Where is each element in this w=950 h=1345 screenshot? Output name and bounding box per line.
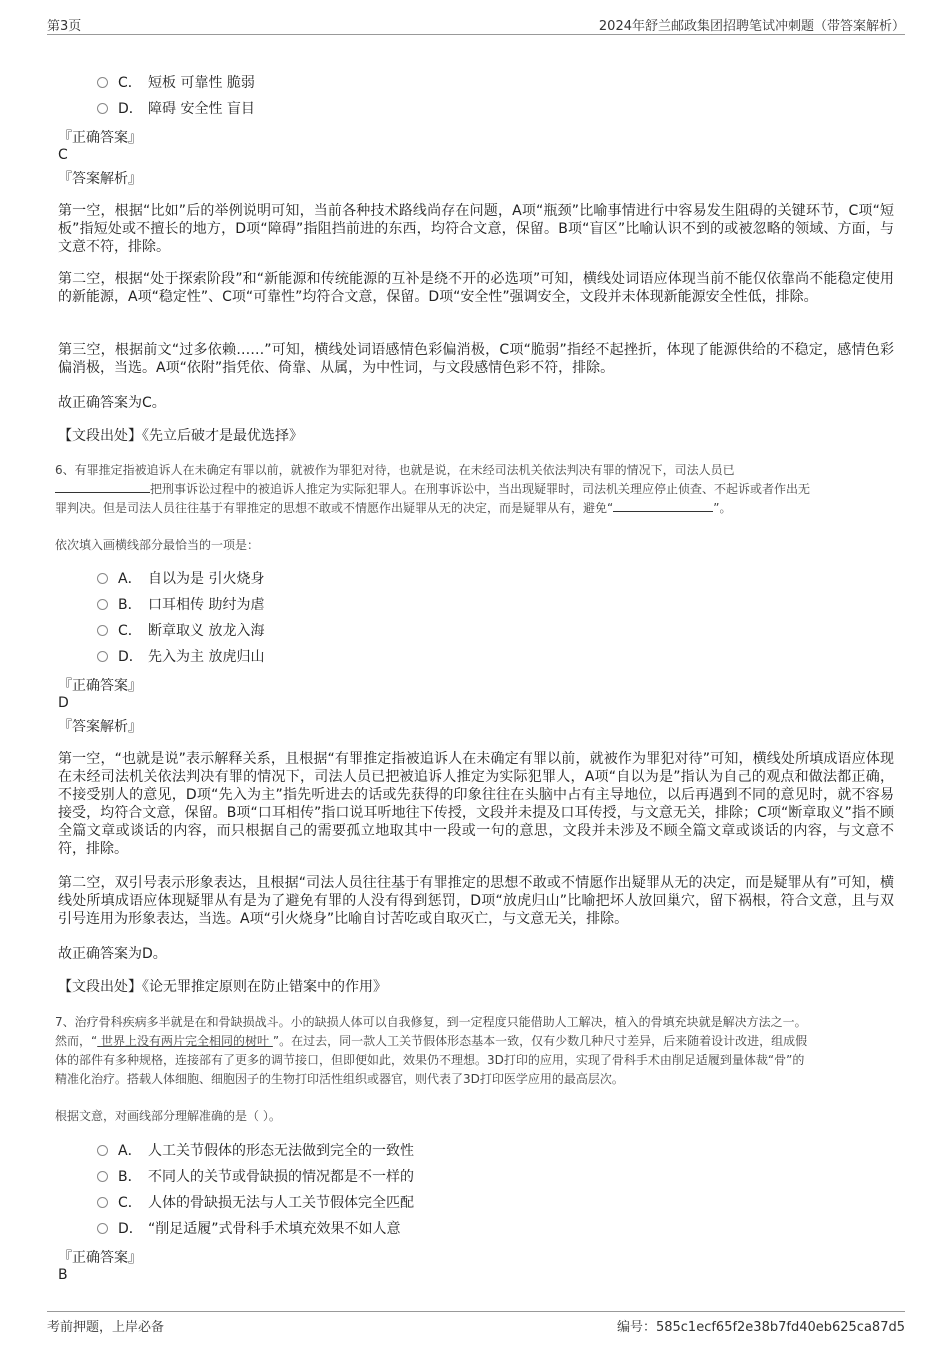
footer-slogan: 考前押题，上岸必备 (47, 1320, 165, 1335)
analysis-label: 『答案解析』 (58, 171, 142, 187)
radio-icon[interactable] (97, 103, 108, 114)
q5-option-d[interactable]: D． 障碍 安全性 盲目 (97, 99, 255, 119)
q6-stem: 6、有罪推定指被追诉人在未确定有罪以前，就被作为罪犯对待，也就是说，在未经司法机关依法判决有罪的情况下，司法人员已 把刑事诉讼过程中的被追诉人推定为实际犯罪人。在刑事诉讼中，当出现疑罪时，司法机关理应停止侦查、不起诉或者作出无 罪判决。但是司法人员往往基于有罪推定的思想不敢或不情愿作出疑罪从无的决定，而是疑罪从有，避免“ ”。 (55, 463, 811, 515)
underlined-phrase: 世界上没有两片完全相同的树叶 (97, 1034, 273, 1048)
page-header (47, 12, 905, 35)
fill-blank (613, 499, 713, 512)
q6-option-a[interactable]: A． 自以为是 引火烧身 (97, 569, 264, 589)
q7-stem: 7、治疗骨科疾病多半就是在和骨缺损战斗。小的缺损人体可以自我修复，到一定程度只能借助人工解决，植入的骨填充块就是解决方法之一。 然而，“ 世界上没有两片完全相同的树叶 ”。在过去，同一款人工关节假体形态基本一致，仅有少数几种尺寸差异，后来随着设计改进，组成假 体的部件有多种规格，连接部有了更多的调节接口，但即便如此，效果仍不理想。3D打印的应用，实现了骨科手术由削足适履到量体裁“骨”的 精准化治疗。搭载人体细胞、细胞因子的生物打印活性组织或器官，则代表了3D打印医学应用的最高层次。 (55, 1015, 808, 1086)
document-code: 编号：585c1ecf65f2e38b7fd40eb625ca87d5 (616, 1320, 905, 1335)
answer-label: 『正确答案』 (58, 1250, 142, 1266)
radio-icon[interactable] (97, 599, 108, 610)
radio-icon[interactable] (97, 1197, 108, 1208)
q5-analysis-1: 第一空，根据“比如”后的举例说明可知，当前各种技术路线尚存在问题，A项“瓶颈”比喻事情进行中容易发生阻碍的关键环节，C项“短板”指短处或不擅长的地方，D项“障碍”指阻挡前进的东西，均符合文意，保留。B项“盲区”比喻认识不到的或被忽略的领域、方面，与文意不符，排除。 (58, 203, 894, 255)
page-footer (47, 1311, 905, 1338)
q5-analysis-3: 第三空，根据前文“过多依赖……”可知，横线处词语感情色彩偏消极，C项“脆弱”指经不起挫折，体现了能源供给的不稳定，感情色彩偏消极，当选。A项“依附”指凭依、倚靠、从属，为中性词，与文段感情色彩不符，排除。 (58, 342, 894, 376)
q6-prompt: 依次填入画横线部分最恰当的一项是： (55, 538, 260, 552)
radio-icon[interactable] (97, 77, 108, 88)
analysis-label: 『答案解析』 (58, 719, 142, 735)
answer-label: 『正确答案』 (58, 678, 142, 694)
q6-source: 【文段出处】《论无罪推定原则在防止错案中的作用》 (58, 979, 387, 995)
q6-analysis-1: 第一空，“也就是说”表示解释关系，且根据“有罪推定指被追诉人在未确定有罪以前，就被作为罪犯对待”可知，横线处所填成语应体现在未经司法机关依法判决有罪的情况下，司法人员已把被追诉人推定为实际犯罪人，A项“自以为是”指认为自己的观点和做法都正确，不接受别人的意见，D项“先入为主”指先听进去的话或先获得的印象往往在头脑中占有主导地位，以后再遇到不同的意见时，就不容易接受，均符合文意，保留。B项“口耳相传”指口说耳听地往下传授，文段并未提及口耳传授，与文意无关，排除；C项“断章取义”指不顾全篇文章或谈话的内容，而只根据自己的需要孤立地取其中一段或一句的意思，文段并未涉及不顾全篇文章或谈话的内容，与文意不符，排除。 (58, 751, 894, 857)
q7-answer: B (58, 1267, 68, 1283)
page-number: 第3页 (47, 19, 82, 34)
q5-option-c[interactable]: C． 短板 可靠性 脆弱 (97, 73, 255, 93)
q7-prompt: 根据文意，对画线部分理解准确的是（ ）。 (55, 1109, 281, 1123)
radio-icon[interactable] (97, 1145, 108, 1156)
radio-icon[interactable] (97, 1223, 108, 1234)
radio-icon[interactable] (97, 1171, 108, 1182)
q5-answer: C (58, 147, 68, 163)
q5-source: 【文段出处】《先立后破才是最优选择》 (58, 428, 303, 444)
q5-analysis-2: 第二空，根据“处于探索阶段”和“新能源和传统能源的互补是绕不开的必选项”可知，横线处词语应体现当前不能仅依靠尚不能稳定使用的新能源，A项“稳定性”、C项“可靠性”均符合文意，保留。D项“安全性”强调安全，文段并未体现新能源安全性低，排除。 (58, 271, 894, 305)
q6-option-b[interactable]: B． 口耳相传 助纣为虐 (97, 595, 264, 615)
radio-icon[interactable] (97, 651, 108, 662)
answer-label: 『正确答案』 (58, 130, 142, 146)
q7-option-d[interactable]: D． “削足适履”式骨科手术填充效果不如人意 (97, 1219, 401, 1239)
fill-blank (55, 480, 150, 493)
radio-icon[interactable] (97, 625, 108, 636)
radio-icon[interactable] (97, 573, 108, 584)
q6-conclusion: 故正确答案为D。 (58, 946, 167, 962)
q6-option-c[interactable]: C． 断章取义 放龙入海 (97, 621, 264, 641)
q6-option-d[interactable]: D． 先入为主 放虎归山 (97, 647, 264, 667)
q5-conclusion: 故正确答案为C。 (58, 395, 166, 411)
document-title: 2024年舒兰邮政集团招聘笔试冲刺题（带答案解析） (598, 19, 905, 34)
q6-analysis-2: 第二空，双引号表示形象表达，且根据“司法人员往往基于有罪推定的思想不敢或不情愿作出疑罪从无的决定，而是疑罪从有”可知，横线处所填成语应体现疑罪从有是为了避免有罪的人没有得到惩罚，D项“放虎归山”比喻把坏人放回巢穴，留下祸根，符合文意，且与双引号连用为形象表达，当选。A项“引火烧身”比喻自讨苦吃或自取灭亡，与文意无关，排除。 (58, 875, 894, 927)
q7-option-c[interactable]: C． 人体的骨缺损无法与人工关节假体完全匹配 (97, 1193, 414, 1213)
q7-option-b[interactable]: B． 不同人的关节或骨缺损的情况都是不一样的 (97, 1167, 414, 1187)
q7-option-a[interactable]: A． 人工关节假体的形态无法做到完全的一致性 (97, 1141, 414, 1161)
q6-answer: D (58, 695, 69, 711)
